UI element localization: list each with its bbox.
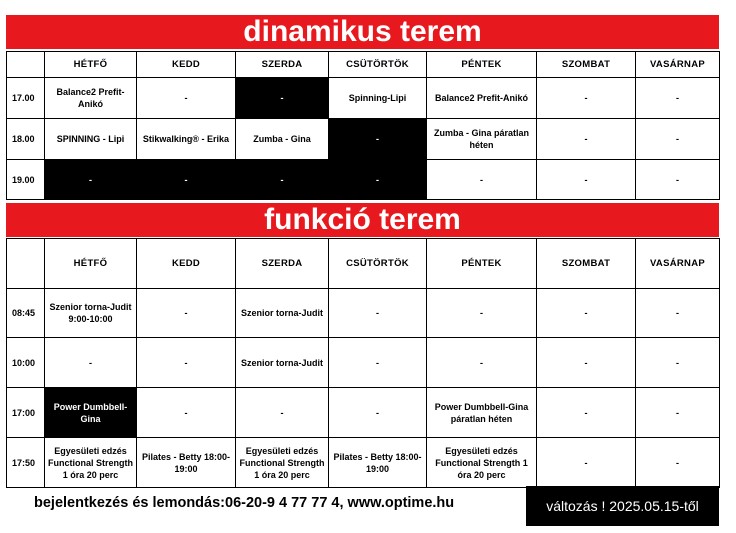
class-cell: Power Dumbbell-Gina (45, 388, 137, 438)
day-header: SZERDA (236, 239, 329, 289)
class-cell: - (137, 388, 236, 438)
corner-cell (7, 239, 45, 289)
class-cell: - (137, 160, 236, 200)
class-cell: - (45, 338, 137, 388)
class-cell: Power Dumbbell-Gina páratlan héten (427, 388, 537, 438)
class-cell: - (636, 438, 720, 488)
class-cell: - (537, 160, 636, 200)
schedule-row (7, 388, 720, 438)
class-cell: - (329, 289, 427, 338)
day-header: SZOMBAT (537, 239, 636, 289)
class-cell: Egyesületi edzés Functional Strength 1 óra 20 perc (45, 438, 137, 488)
class-cell: Balance2 Prefit-Anikó (427, 78, 537, 119)
class-cell: - (427, 289, 537, 338)
day-header: VASÁRNAP (636, 52, 720, 78)
day-header: SZOMBAT (537, 52, 636, 78)
class-cell: - (45, 160, 137, 200)
schedule-row (7, 78, 720, 119)
time-cell: 17.00 (7, 78, 45, 119)
schedule-table-funkcio (6, 238, 720, 488)
class-cell: - (636, 388, 720, 438)
day-header: HÉTFŐ (45, 52, 137, 78)
header-row (7, 52, 720, 78)
schedule-row (7, 119, 720, 160)
class-cell: Szenior torna-Judit 9:00-10:00 (45, 289, 137, 338)
schedule-table-dinamikus (6, 51, 720, 200)
class-cell: - (137, 78, 236, 119)
class-cell: - (537, 388, 636, 438)
time-cell: 18.00 (7, 119, 45, 160)
time-cell: 19.00 (7, 160, 45, 200)
class-cell: - (236, 160, 329, 200)
corner-cell (7, 52, 45, 78)
change-notice: változás ! 2025.05.15-től (526, 486, 719, 526)
class-cell: - (236, 78, 329, 119)
schedule-row (7, 338, 720, 388)
class-cell: Balance2 Prefit-Anikó (45, 78, 137, 119)
class-cell: Egyesületi edzés Functional Strength 1 óra 20 perc (236, 438, 329, 488)
class-cell: - (636, 338, 720, 388)
day-header: PÉNTEK (427, 239, 537, 289)
class-cell: Egyesületi edzés Functional Strength 1 óra 20 perc (427, 438, 537, 488)
day-header: SZERDA (236, 52, 329, 78)
class-cell: - (537, 289, 636, 338)
class-cell: - (236, 388, 329, 438)
time-cell: 10:00 (7, 338, 45, 388)
class-cell: - (329, 338, 427, 388)
class-cell: - (537, 338, 636, 388)
class-cell: Zumba - Gina páratlan héten (427, 119, 537, 160)
class-cell: - (329, 160, 427, 200)
class-cell: Szenior torna-Judit (236, 289, 329, 338)
class-cell: - (636, 78, 720, 119)
class-cell: - (137, 338, 236, 388)
day-header: CSÜTÖRTÖK (329, 52, 427, 78)
class-cell: - (636, 160, 720, 200)
class-cell: - (636, 289, 720, 338)
time-cell: 08:45 (7, 289, 45, 338)
class-cell: SPINNING - Lipi (45, 119, 137, 160)
contact-info: bejelentkezés és lemondás:06-20-9 4 77 77 4, www.optime.hu (34, 495, 455, 511)
schedule-row (7, 289, 720, 338)
class-cell: - (537, 119, 636, 160)
header-row (7, 239, 720, 289)
class-cell: Spinning-Lipi (329, 78, 427, 119)
day-header: VASÁRNAP (636, 239, 720, 289)
class-cell: Stikwalking® - Erika (137, 119, 236, 160)
class-cell: Pilates - Betty 18:00-19:00 (329, 438, 427, 488)
class-cell: - (329, 119, 427, 160)
class-cell: - (137, 289, 236, 338)
class-cell: - (427, 338, 537, 388)
day-header: CSÜTÖRTÖK (329, 239, 427, 289)
room-title-dinamikus: dinamikus terem (6, 15, 719, 49)
time-cell: 17:50 (7, 438, 45, 488)
class-cell: - (427, 160, 537, 200)
day-header: KEDD (137, 239, 236, 289)
day-header: KEDD (137, 52, 236, 78)
time-cell: 17:00 (7, 388, 45, 438)
day-header: PÉNTEK (427, 52, 537, 78)
schedule-row (7, 160, 720, 200)
class-cell: - (537, 438, 636, 488)
day-header: HÉTFŐ (45, 239, 137, 289)
room-title-funkcio: funkció terem (6, 203, 719, 237)
class-cell: Szenior torna-Judit (236, 338, 329, 388)
class-cell: Zumba - Gina (236, 119, 329, 160)
class-cell: - (329, 388, 427, 438)
schedule-row (7, 438, 720, 488)
class-cell: - (636, 119, 720, 160)
class-cell: Pilates - Betty 18:00-19:00 (137, 438, 236, 488)
class-cell: - (537, 78, 636, 119)
